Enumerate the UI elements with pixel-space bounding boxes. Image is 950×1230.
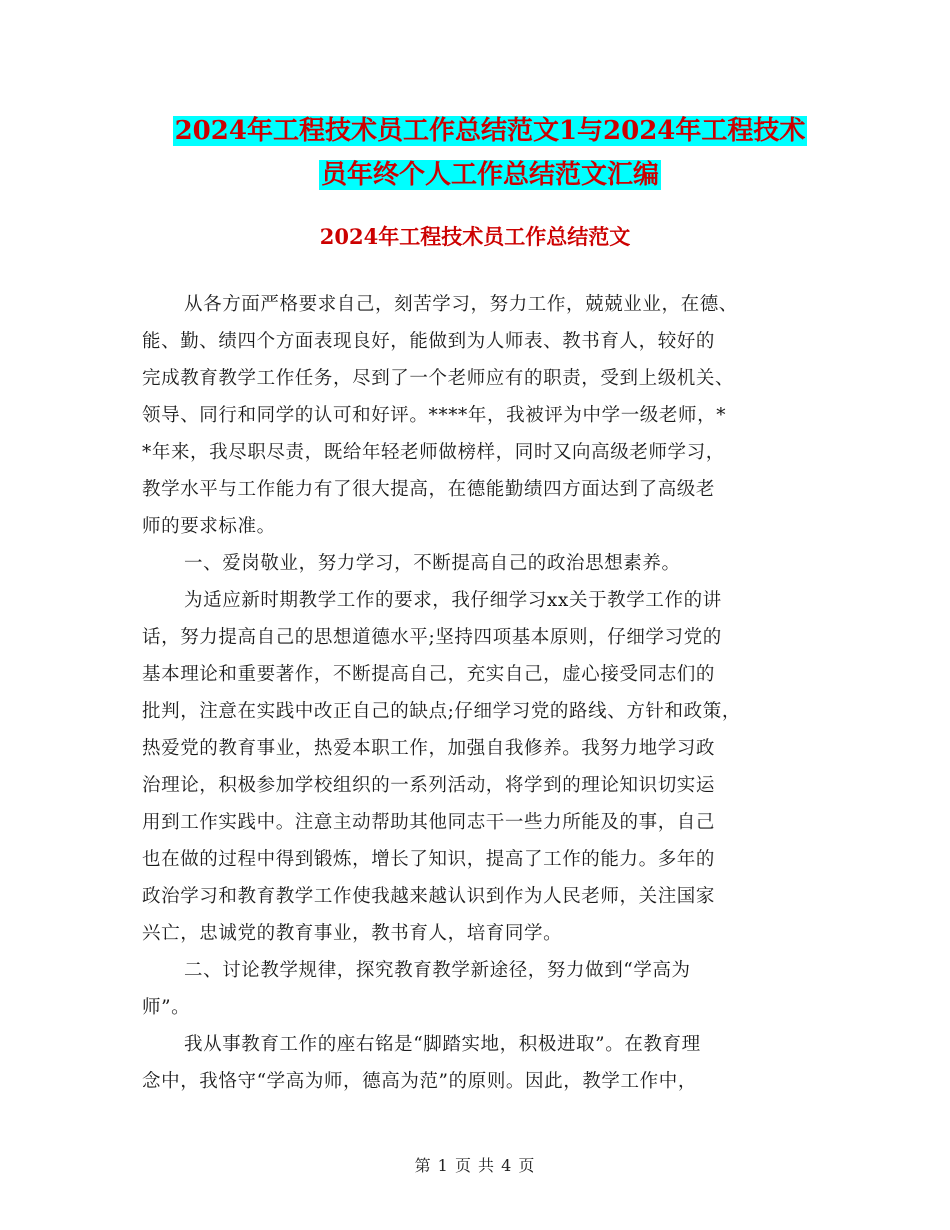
text-line: 能、勤、绩四个方面表现良好，能做到为人师表、教书育人，较好的 — [142, 331, 716, 352]
page-footer: 第 1 页 共 4 页 — [414, 1156, 536, 1175]
text-line: 兴亡，忠诚党的教育事业，教书育人，培育同学。 — [142, 923, 563, 944]
text-line: 也在做的过程中得到锻炼，增长了知识，提高了工作的能力。多年的 — [142, 849, 716, 870]
text-line: 为适应新时期教学工作的要求，我仔细学习xx关于教学工作的讲 — [184, 590, 722, 611]
document-title-line-2 — [140, 153, 840, 197]
text-line: 治理论，积极参加学校组织的一系列活动，将学到的理论知识切实运 — [142, 775, 716, 796]
text-line: 热爱党的教育事业，热爱本职工作，加强自我修养。我努力地学习政 — [142, 738, 716, 759]
text-line: 领导、同行和同学的认可和好评。****年，我被评为中学一级老师，* — [142, 405, 727, 426]
text-line: 我从事教育工作的座右铭是“脚踏实地，积极进取”。在教育理 — [184, 1034, 701, 1055]
text-line: 话，努力提高自己的思想道德水平;坚持四项基本原则，仔细学习党的 — [142, 627, 722, 648]
text-line: 完成教育教学工作任务，尽到了一个老师应有的职责，受到上级机关、 — [142, 368, 735, 389]
text-line: 批判，注意在实践中改正自己的缺点;仔细学习党的路线、方针和政策， — [142, 701, 741, 722]
text-line: 师的要求标准。 — [142, 516, 276, 537]
title-highlight-2: 员年终个人工作总结范文汇编 — [320, 160, 659, 190]
document-body — [142, 286, 832, 1100]
text-line: 教学水平与工作能力有了很大提高，在德能勤绩四方面达到了高级老 — [142, 479, 716, 500]
text-line: *年来，我尽职尽责，既给年轻老师做榜样，同时又向高级老师学习， — [142, 442, 725, 463]
text-line: 基本理论和重要著作，不断提高自己，充实自己，虚心接受同志们的 — [142, 664, 716, 685]
text-line: 念中，我恪守“学高为师，德高为范”的原则。因此，教学工作中， — [142, 1071, 697, 1092]
document-title-line-1 — [140, 109, 840, 153]
text-line: 二、讨论教学规律，探究教育教学新途径，努力做到“学高为 — [184, 960, 691, 981]
section-title: 2024年工程技术员工作总结范文 — [319, 224, 631, 249]
text-line: 师”。 — [142, 997, 191, 1018]
title-highlight-1: 2024年工程技术员工作总结范文1与2024年工程技术 — [174, 116, 806, 146]
text-line: 政治学习和教育教学工作使我越来越认识到作为人民老师，关注国家 — [142, 886, 716, 907]
text-line: 从各方面严格要求自己，刻苦学习，努力工作，兢兢业业，在德、 — [184, 294, 738, 315]
text-line: 一、爱岗敬业，努力学习，不断提高自己的政治思想素养。 — [184, 553, 681, 574]
text-line: 用到工作实践中。注意主动帮助其他同志干一些力所能及的事，自己 — [142, 812, 716, 833]
